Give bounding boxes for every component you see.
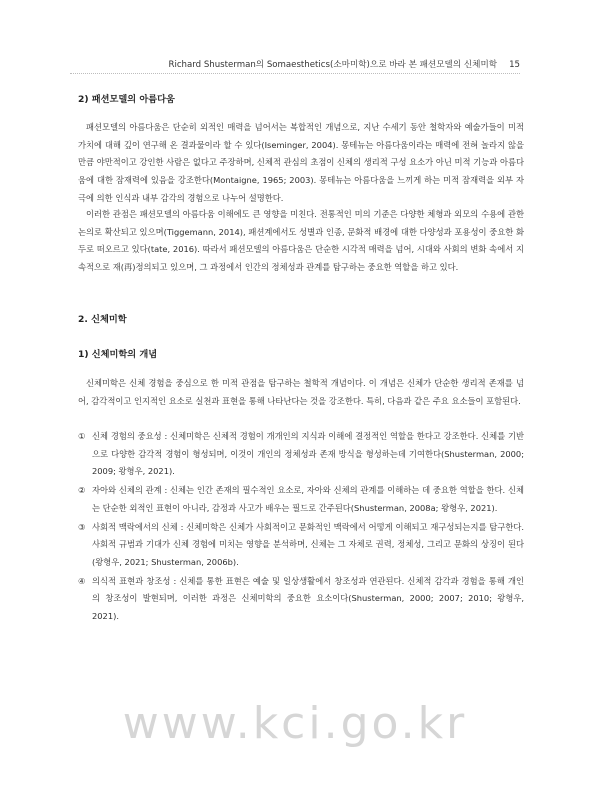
header-divider [70, 73, 520, 74]
paragraph-somaesthetics-intro: 신체미학은 신체 경험을 중심으로 한 미적 관점을 탐구하는 철학적 개념이다. 이 개념은 신체가 단순한 생리적 존재를 넘어, 감각적이고 인지적인 요소로 실천과 표현을 통해 나타난다는 것을 강조한다. 특히, 다음과 같은 주요 요소들이 포함된다. [78, 378, 524, 406]
watermark: www.kci.go.kr [122, 698, 468, 749]
list-marker: ① [78, 431, 86, 441]
list-item [78, 482, 524, 517]
running-title: Richard Shusterman의 Somaesthetics(소마미학)으로 바라 본 패션모델의 신체미학 [168, 60, 498, 70]
section-heading-somaesthetics: 2. 신체미학 [78, 314, 127, 325]
list-item [78, 519, 524, 572]
list-item [78, 573, 524, 626]
section-heading-somaesthetics-concept: 1) 신체미학의 개념 [78, 349, 158, 360]
list-item-text: 신체 경험의 중요성 : 신체미학은 신체적 경험이 개개인의 지식과 이해에 결정적인 역할을 한다고 강조한다. 신체를 기반으로 다양한 감각적 경험이 형성되며, 이것이 개인의 정체성과 존재 방식을 형성하는데 기여한다(Shusterman, 2000; 2009; 왕형우, 2021). [92, 431, 524, 477]
list-marker: ③ [78, 521, 86, 532]
list-item [78, 428, 524, 481]
paragraph-fashion-model-beauty-1: 패션모델의 아름다움은 단순히 외적인 매력을 넘어서는 복합적인 개념으로, 지난 수세기 동안 철학자와 예술가들이 미적 가치에 대해 깊이 연구해 온 결과물이라 할 수 있다(Iseminger, 2004). 몽테뉴는 아름다움이라는 매력에 전혀 놀라지 않을 만큼 야만적이고 강인한 사람은 없다고 주장하며, 신체적 관심의 초점이 신체의 생리적 구성 요소가 아닌 미적 기능과 아름다움에 대한 잠재력에 있음을 강조한다(Montaigne, 1965; 2003). 몽테뉴는 아름다움을 느끼게 하는 미적 잠재력을 외부 자극에 의한 인식과 내부 감각의 경험으로 나누어 설명한다. [78, 122, 524, 203]
list-marker: ② [78, 485, 86, 496]
section-heading-fashion-model-beauty: 2) 패션모델의 아름다움 [78, 94, 175, 105]
somaesthetics-elements-list [78, 428, 524, 627]
list-item-text: 사회적 맥락에서의 신체 : 신체미학은 신체가 사회적이고 문화적인 맥락에서 어떻게 이해되고 재구성되는지를 탐구한다. 사회적 규범과 기대가 신체 경험에 미치는 영향을 분석하며, 신체는 그 자체로 권력, 정체성, 그리고 문화의 상징이 된다(왕형우, 2021; Shusterman, 2006b). [92, 521, 524, 567]
list-item-text: 의식적 표현과 창조성 : 신체를 통한 표현은 예술 및 일상생활에서 창조성과 연관된다. 신체적 감각과 경험을 통해 개인의 창조성이 발현되며, 이러한 과정은 신체미학의 중요한 요소이다(Shusterman, 2000; 2007; 2010; 왕형우, 2021). [92, 575, 524, 622]
list-marker: ④ [78, 575, 86, 586]
list-item-text: 자아와 신체의 관계 : 신체는 인간 존재의 필수적인 요소로, 자아와 신체의 관계를 이해하는 데 중요한 역할을 한다. 신체는 단순한 외적인 표현이 아니라, 감정과 사고가 배우는 필드로 간주된다(Shusterman, 2008a; 왕형우, 2021). [92, 485, 524, 513]
paragraph-fashion-model-beauty-2: 이러한 관점은 패션모델의 아름다움 이해에도 큰 영향을 미친다. 전통적인 미의 기준은 다양한 체형과 외모의 수용에 관한 논의로 확산되고 있으며(Tiggemann, 2014), 패션계에서도 성별과 인종, 문화적 배경에 대한 다양성과 포용성이 중요한 화두로 떠오르고 있다(tate, 2016). 따라서 패션모델의 아름다움은 단순한 시각적 매력을 넘어, 시대와 사회의 변화 속에서 지속적으로 재(再)정의되고 있으며, 그 과정에서 인간의 정체성과 관계를 탐구하는 중요한 역할을 하고 있다. [78, 209, 524, 273]
page-number: 15 [509, 60, 520, 70]
running-header [70, 58, 520, 70]
